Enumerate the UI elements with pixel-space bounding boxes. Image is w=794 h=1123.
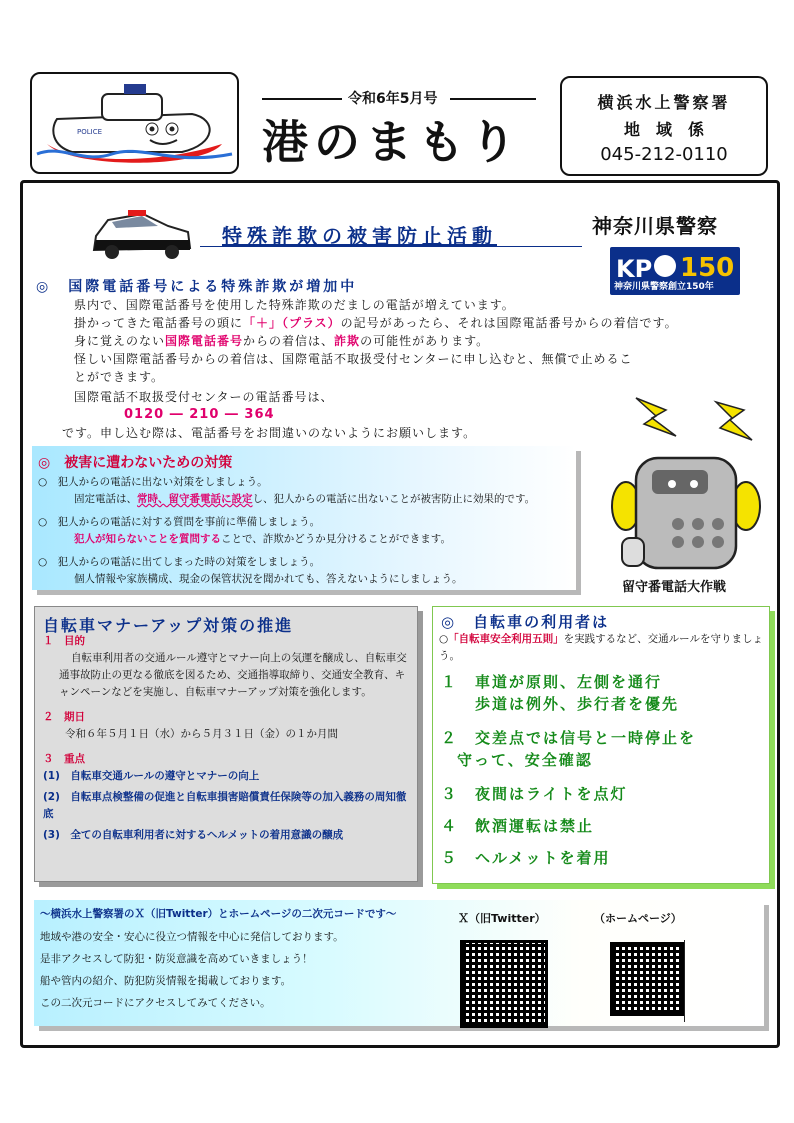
boat-mascot-frame bbox=[30, 72, 239, 174]
bicycle-heading: 自転車マナーアップ対策の推進 bbox=[43, 616, 294, 635]
measures-panel bbox=[32, 446, 576, 590]
qr-panel bbox=[34, 900, 764, 1026]
qr-heading: ～横浜水上警察署のＸ（旧Twitter）とホームページの二次元コードです～ bbox=[40, 908, 397, 920]
bicycle-panel bbox=[34, 606, 418, 882]
intl-heading: ◎ 国際電話番号による特殊詐欺が増加中 bbox=[36, 279, 358, 295]
rule-2: ２ 交差点では信号と一時停止を bbox=[441, 729, 697, 747]
police-car-icon bbox=[88, 196, 194, 260]
rule-1b: 歩道は例外、歩行者を優先 bbox=[475, 695, 680, 713]
rules-panel bbox=[432, 606, 770, 884]
bicycle-s2: ２ 期日 bbox=[43, 711, 85, 723]
rule-1: １ 車道が原則、左側を通行 bbox=[441, 673, 663, 691]
rule-5: ５ ヘルメットを着用 bbox=[441, 849, 611, 867]
bicycle-s1-text: 自転車利用者の交通ルール遵守とマナー向上の気運を醸成し、自転車交通事故防止の更なる徹底を図るため、交通指導取締り、交通安全教育、キャンペーンなどを実施し、自転車マナーアップ対策を強化します。 bbox=[59, 652, 407, 698]
home-qr-label: （ホームページ） bbox=[594, 912, 682, 925]
bicycle-s1: １ 目的 bbox=[43, 635, 85, 647]
kanagawa-police-label: 神奈川県警察 bbox=[592, 214, 718, 238]
plus-symbol-text: 「＋」（プラス） bbox=[243, 316, 341, 330]
station-name: 横浜水上警察署 bbox=[597, 93, 731, 112]
measure-1-detail: 固定電話は、常時、留守番電話に設定し、犯人からの電話に出ないことが被害防止に効果的です。 bbox=[74, 493, 536, 505]
measure-2-detail: 犯人が知らないことを質問することで、詐欺かどうか見分けることができます。 bbox=[74, 533, 451, 545]
measures-list bbox=[38, 474, 574, 588]
qr-line-3: 船や管内の紹介、防犯防災情報を掲載しております。 bbox=[40, 975, 292, 987]
rules-list bbox=[441, 671, 767, 869]
rules-heading: ◎ 自転車の利用者は bbox=[441, 613, 610, 631]
bicycle-s2-text: 令和６年５月１日（水）から５月３１日（金）の１か月間 bbox=[65, 728, 338, 740]
seal-icon bbox=[654, 255, 676, 277]
rule-2b: 守って、安全確認 bbox=[457, 751, 593, 769]
rule-3: ３ 夜間はライトを点灯 bbox=[441, 785, 628, 803]
measure-2: ○ 犯人からの電話に対する質問を事前に準備しましょう。 bbox=[38, 516, 321, 528]
x-qr-code-icon[interactable] bbox=[460, 940, 548, 1028]
rules-intro: ○「自転車安全利用五則」を実践するなど、交通ルールを守りましょう。 bbox=[439, 633, 763, 662]
bicycle-content bbox=[43, 633, 413, 844]
station-section: 地 域 係 bbox=[623, 120, 704, 139]
measure-3: ○ 犯人からの電話に出てしまった時の対策をしましょう。 bbox=[38, 556, 321, 568]
svg-text:POLICE: POLICE bbox=[77, 128, 103, 136]
issue-label: 令和6年5月号 bbox=[348, 91, 438, 107]
rule-4: ４ 飲酒運転は禁止 bbox=[441, 817, 595, 835]
qr-line-4: この二次元コードにアクセスしてみてください。 bbox=[40, 997, 271, 1009]
header-rule-left bbox=[262, 98, 342, 100]
qr-text bbox=[40, 926, 440, 1014]
intl-p4: 怪しい国際電話番号からの着信は、国際電話不取扱受付センターに申し込むと、無償で止めることができます。 bbox=[74, 352, 633, 384]
intl-p2: 掛かってきた電話番号の頭に「＋」（プラス）の記号があったら、それは国際電話番号からの着信です。 bbox=[74, 316, 678, 330]
homepage-qr-code-icon[interactable] bbox=[610, 942, 684, 1016]
header-rule-right bbox=[450, 98, 536, 100]
kp150-logo bbox=[592, 210, 752, 306]
phone-mascot-caption: 留守番電話大作戦 bbox=[622, 580, 727, 595]
bicycle-p3: (3) 全ての自転車利用者に対するヘルメットの着用意識の醸成 bbox=[43, 829, 344, 841]
station-phone: 045-212-0110 bbox=[600, 144, 728, 165]
qr-line-1: 地域や港の安全・安心に役立つ情報を中心に発信しております。 bbox=[40, 931, 344, 943]
measure-1: ○ 犯人からの電話に出ない対策をしましょう。 bbox=[38, 476, 268, 488]
station-info-box bbox=[560, 76, 768, 176]
logo-subtitle: 神奈川県警察創立150年 bbox=[614, 282, 714, 292]
police-boat-mascot-icon bbox=[32, 74, 237, 172]
qr-divider bbox=[684, 940, 685, 1022]
measures-heading: ◎ 被害に遭わないための対策 bbox=[38, 455, 233, 471]
bicycle-s3: ３ 重点 bbox=[43, 753, 85, 765]
bicycle-p2: (2) 自転車点検整備の促進と自転車損害賠償責任保険等の加入義務の周知徹底 bbox=[43, 791, 407, 820]
bicycle-p1: (1) 自転車交通ルールの遵守とマナーの向上 bbox=[43, 770, 260, 782]
activity-title: 特殊詐欺の被害防止活動 bbox=[222, 224, 497, 248]
intl-p5: 国際電話不取扱受付センターの電話番号は、 bbox=[74, 390, 334, 404]
qr-line-2: 是非アクセスして防犯・防災意識を高めていきましょう！ bbox=[40, 953, 313, 965]
kp150-badge bbox=[610, 247, 740, 295]
intl-p1: 県内で、国際電話番号を使用した特殊詐欺のだましの電話が増えています。 bbox=[74, 298, 515, 312]
intl-p6: です。申し込む際は、電話番号をお間違いのないようにお願いします。 bbox=[62, 426, 477, 440]
intl-center-number: 0120 ― 210 ― 364 bbox=[124, 407, 275, 422]
logo-number: 150 bbox=[680, 253, 735, 283]
intl-p3: 身に覚えのない国際電話番号からの着信は、詐欺の可能性があります。 bbox=[74, 334, 490, 348]
activity-title-rule bbox=[200, 246, 582, 247]
kp-text: KP bbox=[616, 255, 653, 283]
phone-mascot-icon bbox=[606, 446, 766, 576]
x-qr-label: Ｘ（旧Twitter） bbox=[458, 912, 546, 925]
measure-3-detail: 個人情報や家族構成、現金の保管状況を聞かれても、答えないようにしましょう。 bbox=[74, 573, 463, 585]
newsletter-title: 港のまもり bbox=[262, 115, 522, 169]
